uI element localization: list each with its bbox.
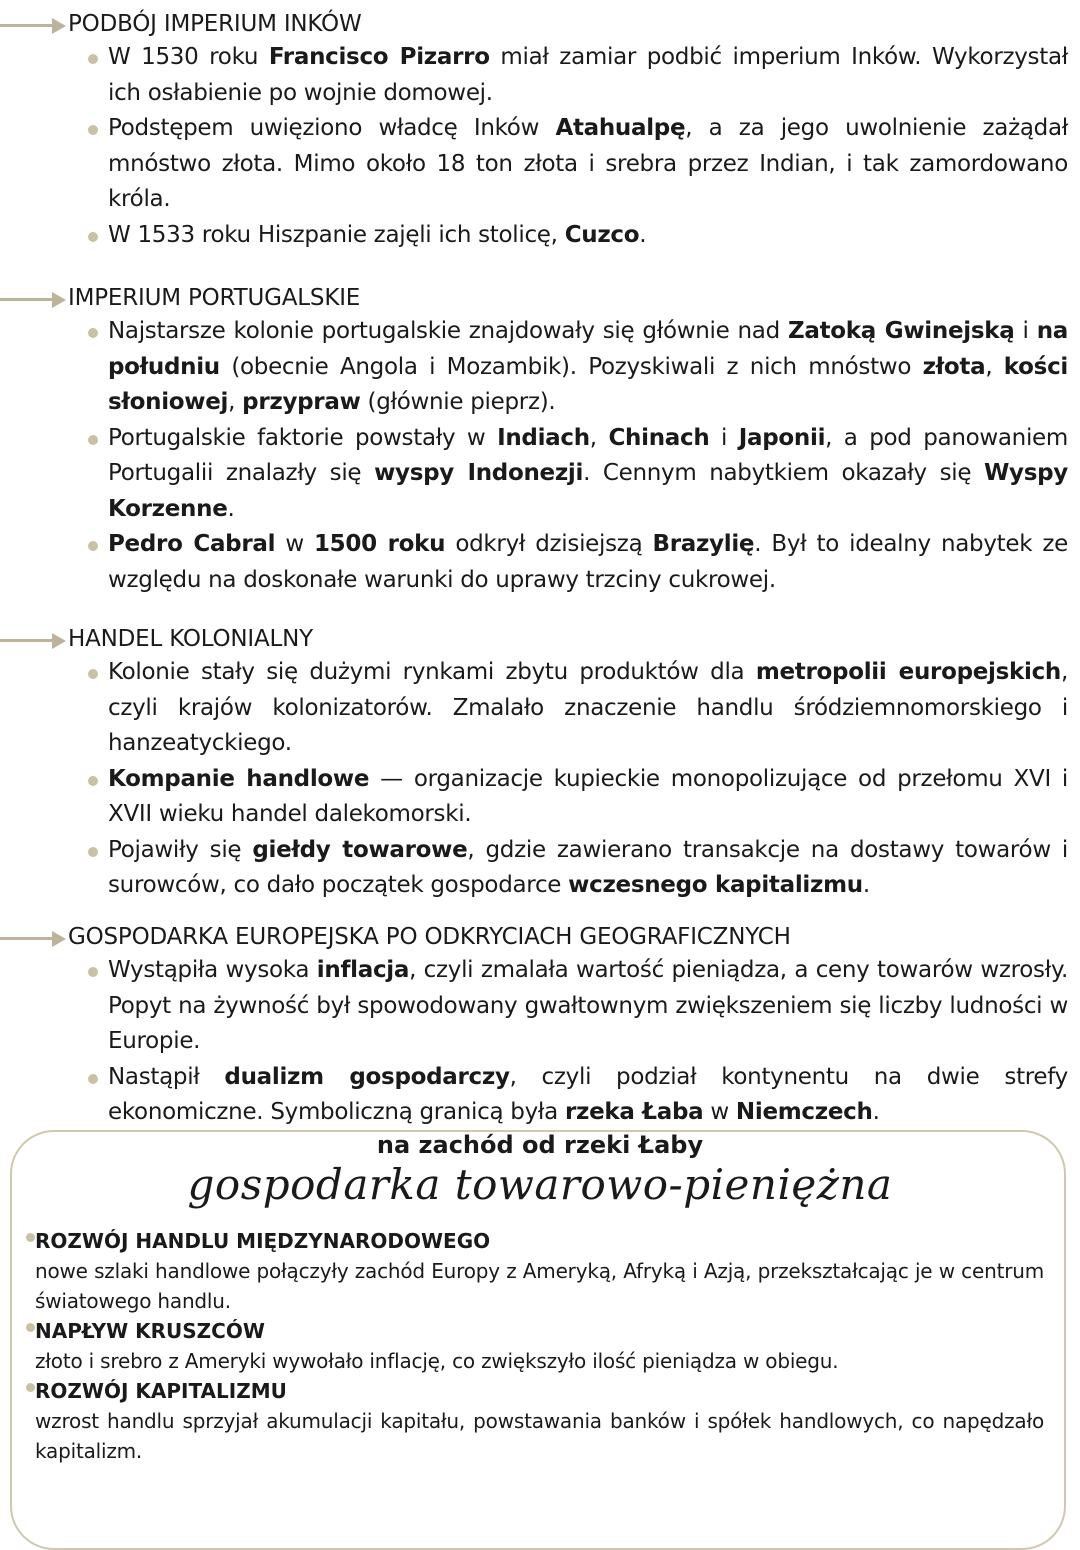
bullet-bold-text: Indiach — [497, 424, 590, 451]
bullet-item — [108, 421, 1068, 528]
bullet-bold-text: Zatoką Gwinejską — [787, 318, 1015, 344]
bullet-item — [108, 1060, 1068, 1131]
bullet-bold-text: złota — [922, 353, 986, 380]
bullet-text: , czyli podział kontynentu na dwie strefy ekonomiczne. Symboliczną granicą była — [108, 1063, 1068, 1125]
info-box-item — [20, 1226, 1044, 1316]
bullet-dot-icon — [26, 1233, 35, 1242]
info-box-item-desc: wzrost handlu sprzyjał akumulacji kapitału, powstawania banków i spółek handlowych, co napędzało kapitalizm. — [35, 1409, 1044, 1463]
section-heading — [0, 284, 1080, 314]
bullet-bold-text: Cuzco — [564, 221, 640, 248]
bullet-dot-icon — [88, 541, 98, 551]
bullet-dot-icon — [88, 328, 98, 338]
bullet-text: , — [589, 424, 609, 451]
bullet-dot-icon — [88, 847, 98, 857]
bullet-bold-text: przypraw — [242, 389, 361, 415]
bullet-item — [108, 218, 1068, 254]
bullet-list — [0, 953, 1080, 1131]
bullet-item — [108, 40, 1068, 111]
arrow-icon — [0, 937, 66, 939]
section-portuguese-empire — [0, 284, 1080, 598]
bullet-dot-icon — [88, 125, 98, 135]
bullet-text: Pojawiły się — [108, 836, 253, 863]
bullet-text: , a za jego uwolnienie zażądał mnóstwo złota. Mimo około 18 ton złota i srebra przez Indian, i tak zamordowano króla. — [108, 115, 1068, 212]
bullet-dot-icon — [88, 232, 98, 242]
bullet-text: i — [709, 424, 739, 451]
bullet-text: . Był to idealny nabytek ze względu na doskonałe warunki do uprawy trzciny cukrowej. — [108, 531, 1068, 593]
bullet-dot-icon — [88, 1074, 98, 1084]
bullet-item — [108, 314, 1068, 421]
bullet-bold-text: Japonii — [738, 424, 826, 451]
bullet-dot-icon — [88, 967, 98, 977]
bullet-dot-icon — [88, 776, 98, 786]
bullet-text: odkrył dzisiejszą — [445, 531, 653, 557]
bullet-text: . — [872, 1099, 880, 1125]
bullet-bold-text: Brazylię — [652, 531, 755, 557]
info-box-item-label: ROZWÓJ KAPITALIZMU — [35, 1379, 287, 1403]
bullet-bold-text: Kompanie handlowe — [108, 765, 370, 792]
bullet-bold-text: Francisco Pizarro — [268, 44, 490, 70]
bullet-text: Kolonie stały się dużymi rynkami zbytu produktów dla — [108, 659, 756, 685]
bullet-bold-text: na południu — [108, 318, 1068, 380]
section-inca-conquest — [0, 10, 1080, 253]
section-heading-text: IMPERIUM PORTUGALSKIE — [68, 285, 361, 311]
bullet-list — [0, 655, 1080, 904]
section-european-economy — [0, 923, 1080, 1131]
bullet-text: i — [1014, 318, 1037, 344]
info-box-item-label: NAPŁYW KRUSZCÓW — [35, 1319, 265, 1343]
bullet-dot-icon — [26, 1383, 35, 1392]
arrow-icon — [0, 639, 66, 641]
info-box-item-desc: nowe szlaki handlowe połączyły zachód Europy z Ameryką, Afryką i Azją, przekształcając je w centrum światowego handlu. — [35, 1259, 1044, 1313]
info-box-item — [20, 1316, 1044, 1376]
bullet-text: , — [985, 353, 1004, 380]
bullet-list — [0, 40, 1080, 253]
bullet-text: Wystąpiła wysoka — [108, 957, 317, 983]
bullet-bold-text: Niemczech — [735, 1099, 873, 1125]
bullet-bold-text: 1500 roku — [313, 531, 446, 557]
info-box-title: na zachód od rzeki Łaby — [376, 1131, 704, 1159]
bullet-text: — organizacje kupieckie monopolizujące od przełomu XVI i XVII wieku handel dalekomorski. — [108, 765, 1068, 827]
bullet-text: Portugalskie faktorie powstały w — [108, 424, 498, 451]
bullet-text: . Cennym nabytkiem okazały się — [583, 460, 984, 486]
arrow-icon — [0, 298, 66, 300]
section-heading-text: PODBÓJ IMPERIUM INKÓW — [68, 11, 362, 37]
bullet-bold-text: wczesnego kapitalizmu — [568, 872, 863, 898]
bullet-text: , a pod panowaniem Portugalii znalazły się — [108, 424, 1069, 486]
info-box-item-label: ROZWÓJ HANDLU MIĘDZYNARODOWEGO — [35, 1229, 491, 1253]
section-heading — [0, 923, 1080, 953]
info-box-item — [20, 1376, 1044, 1466]
info-box-subtitle: gospodarka towarowo-pieniężna — [187, 1160, 893, 1209]
section-heading — [0, 10, 1080, 40]
bullet-text: . — [639, 221, 647, 248]
bullet-bold-text: rzeka Łaba — [564, 1099, 704, 1125]
bullet-bold-text: Pedro Cabral — [108, 531, 276, 557]
bullet-bold-text: giełdy towarowe — [252, 836, 468, 863]
bullet-bold-text: Chinach — [608, 424, 710, 451]
bullet-text: W 1533 roku Hiszpanie zajęli ich stolicę, — [108, 221, 565, 248]
bullet-text: Podstępem uwięziono władcę Inków — [108, 115, 556, 141]
bullet-bold-text: wyspy Indonezji — [374, 460, 584, 486]
section-heading-text: HANDEL KOLONIALNY — [68, 626, 314, 652]
bullet-bold-text: kości słoniowej — [108, 353, 1068, 415]
bullet-list — [0, 314, 1080, 598]
bullet-item — [108, 833, 1068, 904]
bullet-bold-text: Atahualpę — [555, 115, 686, 141]
bullet-bold-text: dualizm gospodarczy — [224, 1063, 510, 1090]
bullet-text: w — [275, 531, 314, 557]
bullet-bold-text: Wyspy Korzenne — [108, 460, 1068, 522]
bullet-text: . — [862, 872, 870, 898]
bullet-dot-icon — [88, 669, 98, 679]
info-box-items — [20, 1226, 1044, 1466]
bullet-text: miał zamiar podbić imperium Inków. Wykorzystał ich osłabienie po wojnie domowej. — [108, 44, 1068, 106]
bullet-item — [108, 655, 1068, 762]
bullet-bold-text: inflacja — [316, 957, 410, 983]
bullet-text: W 1530 roku — [108, 44, 269, 70]
bullet-text: w — [703, 1099, 736, 1125]
bullet-item — [108, 527, 1068, 598]
bullet-item — [108, 111, 1068, 218]
bullet-bold-text: metropolii europejskich — [755, 659, 1061, 685]
bullet-item — [108, 762, 1068, 833]
bullet-text: , — [228, 389, 243, 415]
bullet-text: Nastąpił — [108, 1063, 225, 1090]
bullet-item — [108, 953, 1068, 1060]
bullet-dot-icon — [88, 435, 98, 445]
bullet-text: , czyli zmalała wartość pieniądza, a ceny towarów wzrosły. Popyt na żywność był spowodowany gwałtownym zwiększeniem się liczby ludności w Europie. — [108, 957, 1068, 1054]
bullet-dot-icon — [26, 1323, 35, 1332]
bullet-dot-icon — [88, 54, 98, 64]
bullet-text: . — [227, 495, 235, 522]
bullet-text: , gdzie zawierano transakcje na dostawy towarów i surowców, co dało początek gospodarce — [108, 836, 1068, 898]
section-colonial-trade — [0, 625, 1080, 904]
section-heading-text: GOSPODARKA EUROPEJSKA PO ODKRYCIACH GEOGRAFICZNYCH — [68, 924, 791, 950]
bullet-text: Najstarsze kolonie portugalskie znajdowały się głównie nad — [108, 318, 788, 344]
bullet-text: (głównie pieprz). — [360, 389, 556, 415]
bullet-text: , czyli krajów kolonizatorów. Zmalało znaczenie handlu śródziemnomorskiego i hanzeatyckiego. — [108, 659, 1069, 756]
arrow-icon — [0, 24, 66, 26]
section-heading — [0, 625, 1080, 655]
info-box-item-desc: złoto i srebro z Ameryki wywołało inflację, co zwiększyło ilość pieniądza w obiegu. — [35, 1349, 839, 1373]
bullet-text: (obecnie Angola i Mozambik). Pozyskiwali z nich mnóstwo — [219, 353, 923, 380]
